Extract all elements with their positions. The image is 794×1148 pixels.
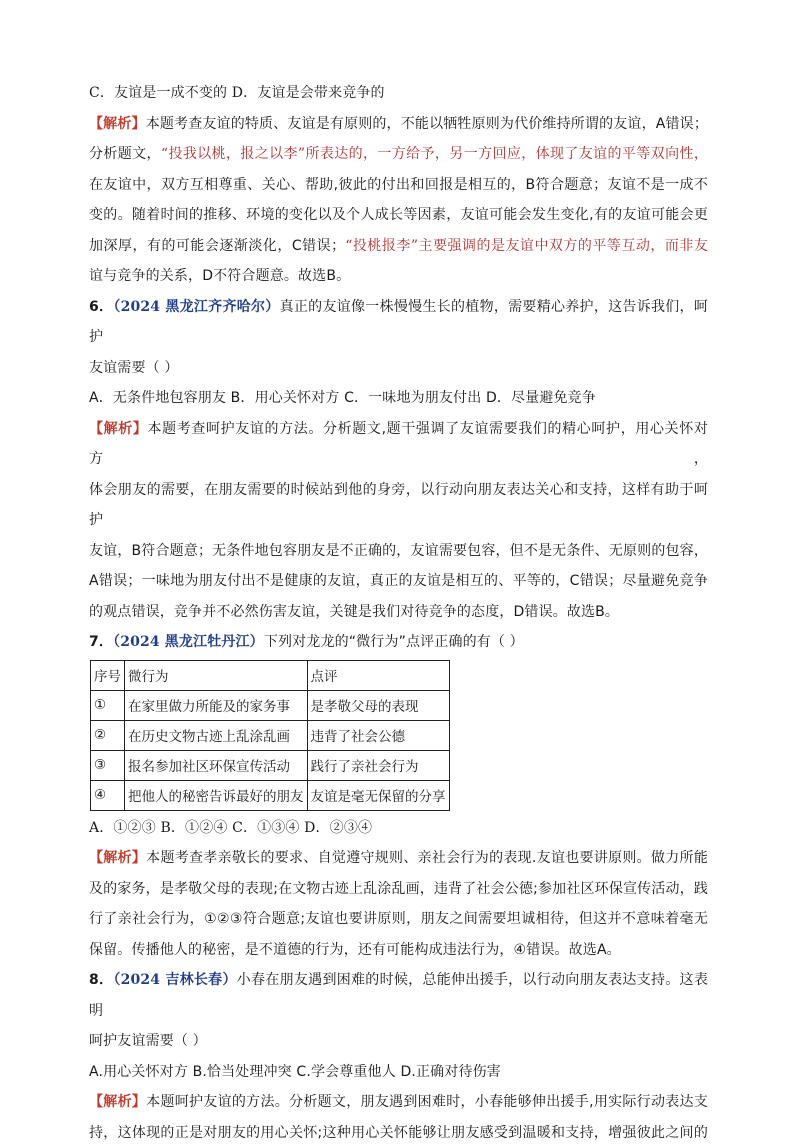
q5-analysis-line-2 (89, 139, 708, 170)
q5-analysis-line-5 (89, 231, 708, 262)
q7-analysis-line-4: 保留。传播他人的秘密，是不道德的行为，还有可能构成违法行为，④错误。故选A。 (89, 935, 708, 966)
table-cell: 践行了亲社会行为 (307, 750, 449, 780)
q8-stem-line-2: 呵护友谊需要（ ） (89, 1026, 708, 1057)
table-cell: 违背了社会公德 (307, 720, 449, 750)
question-number: 6． (89, 299, 113, 315)
text: 本题考查友谊的特质、友谊是有原则的，不能以牺牲原则为代价维持所谓的友谊，A错误； (146, 116, 708, 132)
table-cell: ④ (91, 780, 125, 810)
question-source: （2024 黑龙江齐齐哈尔） (113, 299, 279, 315)
q6-options: A．无条件地包容朋友 B．用心关怀对方 C．一味地为朋友付出 D．尽量避免竞争 (89, 383, 708, 414)
q8-stem-line-1 (89, 965, 708, 1026)
analysis-tag: 【解析】 (89, 116, 146, 132)
q7-options: A．①②③ B．①②④ C．①③④ D．②③④ (89, 813, 708, 844)
q6-analysis-line-5: 的观点错误，竞争并不必然伤害友谊，关键是我们对待竞争的态度，D错误。故选B。 (89, 597, 708, 628)
text: 本题考查呵护友谊的方法。分析题文,题干强调了友谊需要我们的精心呵护，用心关怀对方， (89, 421, 708, 468)
q6-stem-line-1 (89, 292, 708, 353)
table-row (91, 780, 450, 810)
evaluation-table (90, 660, 450, 811)
text: 小春在朋友遇到困难的时候，总能伸出援手，以行动向朋友表达支持。这表明 (89, 972, 708, 1019)
question-source: （2024 吉林长春） (113, 972, 236, 988)
table-cell: 报名参加社区环保宣传活动 (125, 750, 308, 780)
q6-stem-line-2: 友谊需要（ ） (89, 353, 708, 384)
text: 真正的友谊像一株慢慢生长的植物，需要精心养护，这告诉我们，呵护 (89, 299, 708, 346)
q6-analysis-line-3: 友谊，B符合题意；无条件地包容朋友是不正确的，友谊需要包容，但不是无条件、无原则的包容， (89, 536, 708, 567)
table-row (91, 690, 450, 720)
table-cell: ② (91, 720, 125, 750)
table-cell: 友谊是毫无保留的分享 (307, 780, 449, 810)
table-cell: 是孝敬父母的表现 (307, 690, 449, 720)
analysis-tag: 【解析】 (89, 850, 146, 866)
table-cell: ① (91, 690, 125, 720)
analysis-tag: 【解析】 (89, 421, 148, 437)
table-cell: 在家里做力所能及的家务事 (125, 690, 308, 720)
q7-stem (89, 627, 708, 658)
q5-options-cd: C．友谊是一成不变的 D．友谊是会带来竞争的 (89, 78, 708, 109)
q5-analysis-line-1 (89, 109, 708, 140)
q5-analysis-line-6: 谊与竞争的关系，D不符合题意。故选B。 (89, 261, 708, 292)
header-cell: 点评 (307, 660, 449, 690)
q8-options: A.用心关怀对方 B.恰当处理冲突 C.学会尊重他人 D.正确对待伤害 (89, 1057, 708, 1088)
q7-analysis-line-2: 及的家务，是孝敬父母的表现;在文物古迹上乱涂乱画，违背了社会公德;参加社区环保宣传活动，践 (89, 874, 708, 905)
q5-analysis-line-3: 在友谊中，双方互相尊重、关心、帮助,彼此的付出和回报是相互的，B符合题意；友谊不是一成不 (89, 170, 708, 201)
question-source: （2024 黑龙江牡丹江） (113, 634, 264, 650)
q8-analysis-line-2: 持，这体现的正是对朋友的用心关怀;这种用心关怀能够让朋友感受到温暖和支持，增强彼此之间的 (89, 1118, 708, 1148)
highlight-text: “投桃报李”主要强调的是友谊中双方的平等互动，而非友 (345, 238, 708, 254)
q7-analysis-line-1 (89, 843, 708, 874)
table-row (91, 720, 450, 750)
table-cell: ③ (91, 750, 125, 780)
q8-analysis-line-1 (89, 1087, 708, 1118)
text: 加深厚，有的可能会逐渐淡化，C错误； (89, 238, 345, 254)
q7-analysis-line-3: 行了亲社会行为，①②③符合题意;友谊也要讲原则，朋友之间需要坦诚相待，但这并不意味着毫无 (89, 904, 708, 935)
text: 本题呵护友谊的方法。分析题文，朋友遇到困难时，小春能够伸出援手,用实际行动表达支 (146, 1094, 708, 1110)
table-cell: 在历史文物古迹上乱涂乱画 (125, 720, 308, 750)
text: 本题考查孝亲敬长的要求、自觉遵守规则、亲社会行为的表现.友谊也要讲原则。做力所能 (146, 850, 708, 866)
q5-analysis-line-4: 变的。随着时间的推移、环境的变化以及个人成长等因素，友谊可能会发生变化,有的友谊可能会更 (89, 200, 708, 231)
header-cell: 微行为 (125, 660, 308, 690)
q6-analysis-line-2: 体会朋友的需要，在朋友需要的时候站到他的身旁，以行动向朋友表达关心和支持，这样有助于呵护 (89, 475, 708, 536)
analysis-tag: 【解析】 (89, 1094, 146, 1110)
text: 分析题文， (89, 146, 161, 162)
table-header-row (91, 660, 450, 690)
text: 下列对龙龙的“微行为”点评正确的有（ ） (264, 634, 524, 650)
table-row (91, 750, 450, 780)
q6-analysis-line-4: A错误；一味地为朋友付出不是健康的友谊，真正的友谊是相互的、平等的，C错误；尽量避免竞争 (89, 566, 708, 597)
header-cell: 序号 (91, 660, 125, 690)
highlight-text: “投我以桃，报之以李”所表达的，一方给予，另一方回应，体现了友谊的平等双向性， (161, 146, 708, 162)
question-number: 8． (89, 972, 113, 988)
table-cell: 把他人的秘密告诉最好的朋友 (125, 780, 308, 810)
q6-analysis-line-1 (89, 414, 708, 475)
question-number: 7． (89, 634, 113, 650)
